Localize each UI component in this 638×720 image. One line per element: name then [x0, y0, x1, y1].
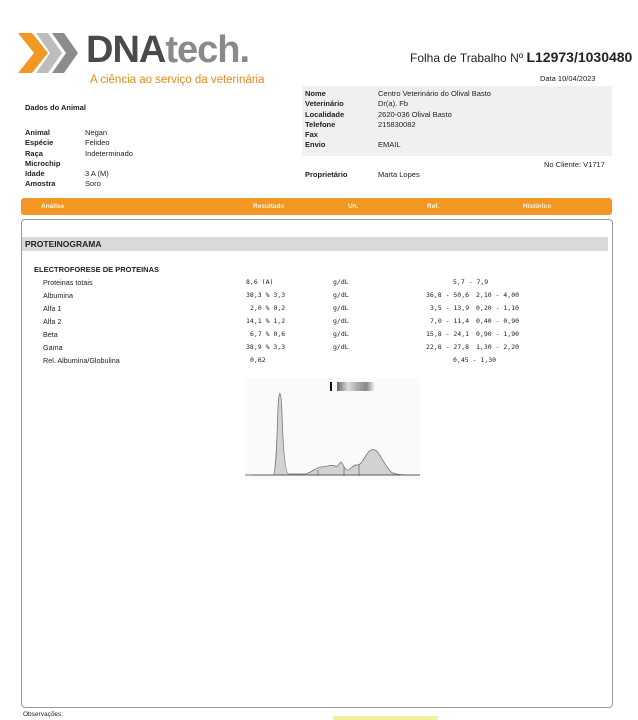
- client-number: No Cliente: V1717: [544, 160, 605, 169]
- subsection-title: ELECTROFORESE DE PROTEINAS: [34, 265, 160, 274]
- send-value: EMAIL: [378, 140, 401, 150]
- gel-band-strip: [337, 382, 374, 391]
- highlight-bar: [333, 716, 438, 720]
- table-row: [0, 278, 638, 290]
- owner-block: [305, 170, 578, 180]
- analyte-result: 38,9 % 3,3: [246, 343, 286, 351]
- locality-value: 2620-036 Olival Basto: [378, 109, 452, 119]
- table-row: [0, 356, 638, 368]
- analyte-reference: 22,8 - 27,8: [426, 343, 470, 351]
- section-title: PROTEINOGRAMA: [25, 239, 102, 249]
- analyte-unit: g/dL: [333, 343, 349, 351]
- analyte-reference: 0,45 - 1,30: [453, 356, 497, 364]
- microchip-value: [85, 159, 205, 169]
- table-row: [0, 343, 638, 355]
- analyte-unit: g/dL: [333, 317, 349, 325]
- analyte-reference: 7,0 - 11,4: [430, 317, 470, 325]
- species-value: Felideo: [85, 138, 110, 148]
- phone-label: Telefone: [305, 119, 336, 129]
- analyte-name: Proteinas totais: [43, 278, 93, 287]
- brand-tagline: A ciência ao serviço da veterinária: [90, 74, 265, 86]
- analyte-reference: 5,7 - 7,9: [453, 278, 489, 286]
- analyte-reference: 36,8 - 50,6: [426, 291, 470, 299]
- analyte-name: Beta: [43, 330, 58, 339]
- table-row: [0, 291, 638, 303]
- graph-background: [245, 378, 420, 480]
- analyte-name: Albumina: [43, 291, 73, 300]
- analyte-result: 0,62: [250, 356, 266, 364]
- brand-logo-text: DNAtech.: [86, 29, 250, 71]
- analyte-name: Rel. Albumina/Globulina: [43, 356, 120, 365]
- clinic-name-value: Centro Veterinário do Olival Basto: [378, 89, 491, 98]
- analyte-reference-abs: 0,20 - 1,10: [476, 304, 520, 312]
- animal-data-block: [25, 128, 205, 190]
- age-label: Idade: [25, 169, 45, 179]
- analyte-unit: g/dL: [333, 278, 349, 286]
- breed-value: Indeterminado: [85, 148, 133, 158]
- dnatech-logo-icon: [18, 33, 82, 73]
- col-header-history: Histórico: [523, 203, 552, 210]
- analyte-reference: 3,5 - 13,9: [430, 304, 470, 312]
- analyte-result: 8,6 (A): [246, 278, 274, 286]
- vet-value: Dr(a). Fb: [378, 99, 408, 109]
- send-label: Envio: [305, 140, 326, 150]
- col-header-reference: Ref.: [427, 203, 440, 210]
- animal-label: Animal: [25, 128, 51, 137]
- analyte-name: Alfa 1: [43, 304, 62, 313]
- electrophoresis-graph: [245, 378, 420, 480]
- age-value: 3 A (M): [85, 169, 109, 179]
- locality-label: Localidade: [305, 109, 345, 119]
- analyte-reference-abs: 1,30 - 2,20: [476, 343, 520, 351]
- animal-data-heading: Dados do Animal: [25, 103, 86, 112]
- table-row: [0, 317, 638, 329]
- microchip-label: Microchip: [25, 158, 61, 168]
- analyte-unit: g/dL: [333, 330, 349, 338]
- analyte-name: Gama: [43, 343, 63, 352]
- vet-label: Veterinário: [305, 99, 344, 109]
- species-label: Espécie: [25, 138, 54, 148]
- analyte-reference-abs: 0,40 - 0,90: [476, 317, 520, 325]
- fax-label: Fax: [305, 130, 318, 140]
- worksheet-label: Folha de Trabalho Nº: [410, 51, 524, 65]
- analyte-result: 38,3 % 3,3: [246, 291, 286, 299]
- clinic-data-block: [305, 89, 608, 151]
- table-row: [0, 330, 638, 342]
- analyte-reference-abs: 0,90 - 1,90: [476, 330, 520, 338]
- fax-value: [378, 130, 608, 140]
- worksheet-number: L12973/1030480: [526, 49, 633, 65]
- owner-label: Proprietário: [305, 170, 348, 179]
- analyte-reference: 15,8 - 24,1: [426, 330, 470, 338]
- analyte-name: Alfa 2: [43, 317, 62, 326]
- gel-band-marker: [330, 382, 332, 391]
- col-header-analysis: Análise: [41, 203, 65, 210]
- analyte-reference-abs: 2,10 - 4,00: [476, 291, 520, 299]
- analyte-result: 2,0 % 0,2: [250, 304, 286, 312]
- table-row: [0, 304, 638, 316]
- worksheet-title: [410, 49, 632, 65]
- analyte-unit: g/dL: [333, 291, 349, 299]
- col-header-unit: Un.: [348, 203, 359, 210]
- observations-label: Observações:: [23, 711, 64, 718]
- phone-value: 215830082: [378, 119, 416, 129]
- sample-label: Amostra: [25, 179, 56, 189]
- clinic-name-label: Nome: [305, 89, 326, 98]
- analyte-result: 14,1 % 1,2: [246, 317, 286, 325]
- analyte-unit: g/dL: [333, 304, 349, 312]
- animal-value: Negan: [85, 128, 108, 137]
- report-date: Data 10/04/2023: [540, 74, 596, 83]
- breed-label: Raça: [25, 148, 43, 158]
- col-header-result: Resultado: [253, 203, 285, 210]
- analyte-result: 6,7 % 0,6: [250, 330, 286, 338]
- owner-value: Marta Lopes: [378, 170, 420, 179]
- section-bar: [22, 237, 608, 251]
- sample-value: Soro: [85, 179, 101, 189]
